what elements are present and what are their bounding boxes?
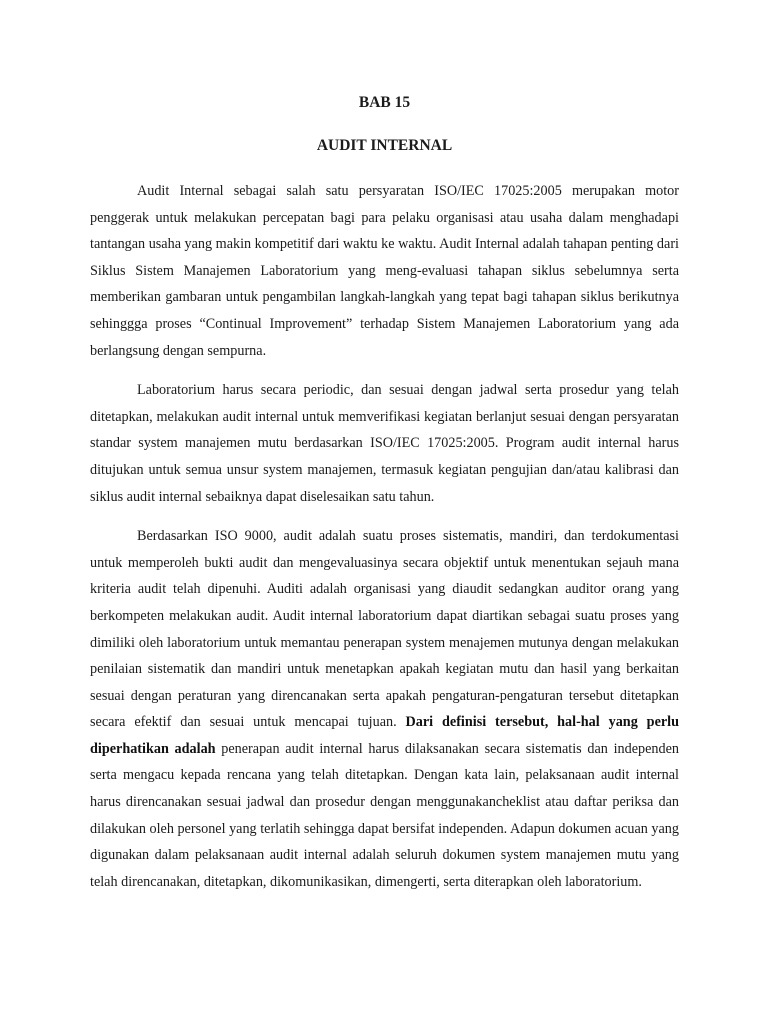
paragraph-3-text-end: penerapan audit internal harus dilaksanakan secara sistematis dan independen serta mengacu kepada rencana yang telah ditetapkan. Dengan kata lain, pelaksanaan audit internal harus direncanakan sesuai jadwal dan prosedur dengan menggunakancheklist atau daftar periksa dan dilakukan oleh personel yang terlatih sehingga dapat bersifat independen. Adapun dokumen acuan yang digunakan dalam pelaksanaan audit internal adalah seluruh dokumen system manajemen mutu yang telah direncanakan, ditetapkan, dikomunikasikan, dimengerti, serta diterapkan oleh laboratorium. (90, 740, 679, 890)
paragraph-1: Audit Internal sebagai salah satu persyaratan ISO/IEC 17025:2005 merupakan motor penggerak untuk melakukan percepatan bagi para pelaku organisasi atau usaha dalam menghadapi tantangan usaha yang makin kompetitif dari waktu ke waktu. Audit Internal adalah tahapan penting dari Siklus Sistem Manajemen Laboratorium yang meng-evaluasi tahapan siklus sebelumnya serta memberikan gambaran untuk pengambilan langkah-langkah yang tepat bagi tahapan siklus berikutnya sehinggga proses “Continual Improvement” terhadap Sistem Manajemen Laboratorium yang ada berlangsung dengan sempurna. (90, 183, 679, 359)
paragraph-3-text-start: Berdasarkan ISO 9000, audit adalah suatu proses sistematis, mandiri, dan terdokumentasi untuk memperoleh bukti audit dan mengevaluasinya secara objektif untuk menentukan sejauh mana kriteria audit telah dipenuhi. Auditi adalah organisasi yang diaudit sedangkan auditor orang yang berkompeten melakukan audit. Audit internal laboratorium dapat diartikan sebagai suatu proses yang dimiliki oleh laboratorium untuk memantau penerapan system menajemen mutunya dengan melakukan penilaian sistematik dan mandiri untuk menetapkan apakah kegiatan mutu dan hasil yang berkaitan sesuai dengan peraturan yang direncanakan serta apakah pengaturan-pengaturan tersebut ditetapkan secara efektif dan sesuai untuk mencapai tujuan. (90, 528, 679, 731)
document-body (90, 178, 679, 895)
paragraph-2: Laboratorium harus secara periodic, dan sesuai dengan jadwal serta prosedur yang telah ditetapkan, melakukan audit internal untuk memverifikasi kegiatan berlanjut sesuai dengan persyaratan standar system manajemen mutu berdasarkan ISO/IEC 17025:2005. Program audit internal harus ditujukan untuk semua unsur system manajemen, termasuk kegiatan pengujian dan/atau kalibrasi dan siklus audit internal sebaiknya dapat diselesaikan satu tahun. (90, 382, 679, 505)
chapter-heading: BAB 15 (358, 94, 411, 111)
section-title: AUDIT INTERNAL (316, 137, 453, 154)
paragraph-3-bold-text: Dari definisi tersebut, hal-hal yang perlu diperhatikan adalah (90, 714, 679, 757)
paragraph-3 (90, 523, 679, 895)
